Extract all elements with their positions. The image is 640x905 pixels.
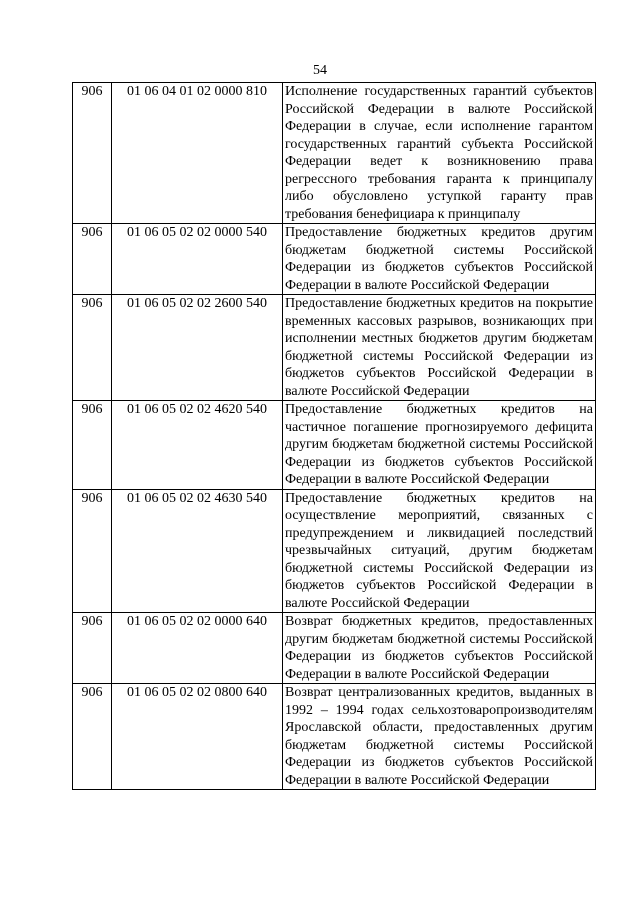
- admin-code-cell: 906: [73, 684, 112, 790]
- classification-code-cell: 01 06 05 02 02 2600 540: [112, 295, 283, 401]
- description-cell: Возврат бюджетных кредитов, предоставленных другим бюджетам бюджетной системы Российской Федерации из бюджетов субъектов Российской Федерации в валюте Российской Федерации: [283, 613, 596, 684]
- classification-code-cell: 01 06 05 02 02 0800 640: [112, 684, 283, 790]
- description-cell: Возврат централизованных кредитов, выданных в 1992 – 1994 годах сельхозтоваропроизводителям Ярославской области, предоставленных другим бюджетам бюджетной системы Российской Федерации из бюджетов субъектов Российской Федерации в валюте Российской Федерации: [283, 684, 596, 790]
- table-row: [73, 224, 596, 295]
- admin-code-cell: 906: [73, 401, 112, 490]
- table-row: [73, 489, 596, 613]
- admin-code-cell: 906: [73, 613, 112, 684]
- description-cell: Предоставление бюджетных кредитов на частичное погашение прогнозируемого дефицита другим бюджетам бюджетной системы Российской Федерации из бюджетов субъектов Российской Федерации в валюте Российской Федерации: [283, 401, 596, 490]
- table-row: [73, 295, 596, 401]
- classification-code-cell: 01 06 05 02 02 0000 640: [112, 613, 283, 684]
- table-row: [73, 83, 596, 224]
- classification-code-cell: 01 06 05 02 02 4620 540: [112, 401, 283, 490]
- table-row: [73, 401, 596, 490]
- classification-code-cell: 01 06 05 02 02 0000 540: [112, 224, 283, 295]
- table-row: [73, 684, 596, 790]
- classification-code-cell: 01 06 04 01 02 0000 810: [112, 83, 283, 224]
- admin-code-cell: 906: [73, 224, 112, 295]
- description-cell: Исполнение государственных гарантий субъектов Российской Федерации в валюте Российской Федерации в случае, если исполнение гарантом государственных гарантий субъекта Российской Федерации ведет к возникновению права регрессного требования гаранта к принципалу либо обусловлено уступкой гаранту прав требования бенефициара к принципалу: [283, 83, 596, 224]
- page-number: 54: [313, 63, 327, 78]
- classification-code-cell: 01 06 05 02 02 4630 540: [112, 489, 283, 613]
- table-row: [73, 613, 596, 684]
- description-cell: Предоставление бюджетных кредитов на покрытие временных кассовых разрывов, возникающих при исполнении местных бюджетов другим бюджетам бюджетной системы Российской Федерации из бюджетов субъектов Российской Федерации в валюте Российской Федерации: [283, 295, 596, 401]
- admin-code-cell: 906: [73, 295, 112, 401]
- admin-code-cell: 906: [73, 489, 112, 613]
- description-cell: Предоставление бюджетных кредитов другим бюджетам бюджетной системы Российской Федерации из бюджетов субъектов Российской Федерации в валюте Российской Федерации: [283, 224, 596, 295]
- description-cell: Предоставление бюджетных кредитов на осуществление мероприятий, связанных с предупреждением и ликвидацией последствий чрезвычайных ситуаций, другим бюджетам бюджетной системы Российской Федерации из бюджетов субъектов Российской Федерации в валюте Российской Федерации: [283, 489, 596, 613]
- admin-code-cell: 906: [73, 83, 112, 224]
- budget-classification-table: [72, 82, 596, 790]
